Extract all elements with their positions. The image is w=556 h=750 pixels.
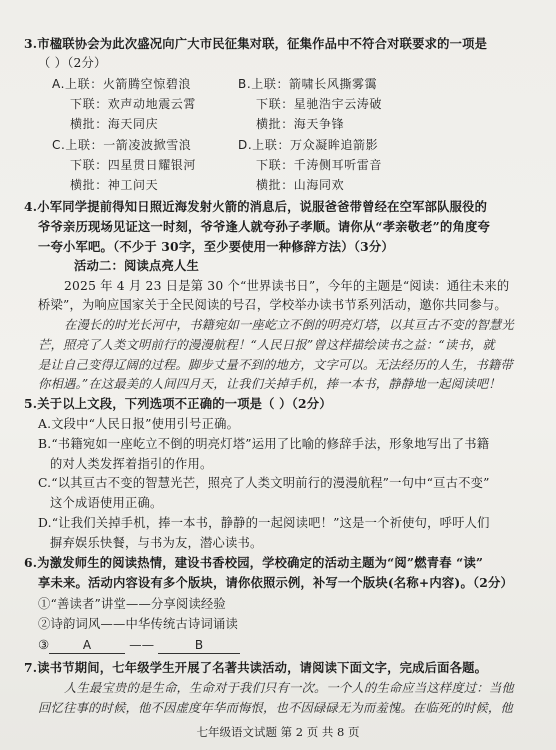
q3-option-a-banner: 横批：海天同庆 — [70, 117, 159, 131]
q3-stem-line-2: （ ）（2分） — [38, 56, 107, 70]
q5-option-b-line-1: B.“书籍宛如一座屹立不倒的明亮灯塔”运用了比喻的修辞手法，形象地写出了书籍 — [38, 437, 490, 451]
q4-stem-line-2: 爷爷亲历现场见证这一时刻，爷爷逢人就夸孙子孝顺。请你从“孝亲敬老”的角度夸 — [38, 219, 490, 234]
q6-example-2: ②诗韵词风——中华传统古诗词诵读 — [38, 617, 238, 631]
q6-dash: —— — [129, 638, 155, 652]
q7-passage-line-2: 回忆往事的时候，他不因虚度年华而悔恨，也不因碌碌无为而羞愧。在临死的时候，他 — [38, 701, 513, 715]
q3-option-b-lower: 下联：星驰浩宇云涛破 — [256, 97, 383, 111]
activity-2-intro-line-1: 2025 年 4 月 23 日是第 30 个“世界读书日”，今年的主题是“阅读：通往未来的 — [64, 279, 510, 293]
q3-option-b-upper: B.上联：箭啸长风撕雾霭 — [238, 77, 378, 91]
q4-stem-line-3: 一夸小军吧。（不少于 30字，至少要使用一种修辞方法）（3分） — [38, 239, 394, 254]
q7-stem: 7.读书节期间，七年级学生开展了名著共读活动，请阅读下面文字，完成后面各题。 — [24, 660, 488, 675]
q6-blank-a[interactable]: A — [49, 637, 125, 654]
passage-line-2: 芒，照亮了人类文明前行的漫漫航程！“人民日报”曾这样描绘读书之益：“读书，就 — [38, 338, 495, 352]
q3-option-d-lower: 下联：千涛侧耳听雷音 — [256, 158, 383, 172]
q5-option-d-line-1: D.“让我们关掉手机，捧一本书，静静的一起阅读吧！”这是一个祈使句，呼吁人们 — [38, 516, 490, 530]
q3-option-d-upper: D.上联：万众凝眸追箭影 — [238, 138, 379, 152]
q6-stem-line-1: 6.为激发师生的阅读热情，建设书香校园，学校确定的活动主题为“阅”燃青春 “读” — [24, 555, 484, 570]
q6-item-3-marker: ③ — [38, 638, 50, 652]
q6-stem-line-2: 享未来。活动内容设有多个版块，请你依照示例，补写一个版块(名称+内容)。（2分） — [38, 575, 514, 590]
q5-option-a: A.文段中“人民日报”使用引号正确。 — [38, 417, 240, 431]
q5-option-c-line-2: 这个成语使用正确。 — [50, 496, 163, 510]
activity-2-title: 活动二：阅读点亮人生 — [74, 258, 199, 273]
q3-stem-line-1: 3.市楹联协会为此次盛况向广大市民征集对联，征集作品中不符合对联要求的一项是 — [24, 36, 488, 51]
q3-option-c-upper: C.上联：一箭凌波掀雪浪 — [52, 138, 192, 152]
q5-stem: 5.关于以上文段，下列选项不正确的一项是（ ）（2分） — [24, 396, 332, 411]
q6-blank-b[interactable]: B — [158, 637, 240, 654]
q3-option-d-banner: 横批：山海同欢 — [256, 178, 345, 192]
activity-2-intro-line-2: 桥梁”，为响应国家关于全民阅读的号召，学校举办读书节系列活动，邀你共同参与。 — [38, 298, 507, 312]
q5-option-d-line-2: 摒弃娱乐快餐，与书为友，潜心读书。 — [50, 536, 263, 550]
q5-option-c-line-1: C.“以其亘古不变的智慧光芒，照亮了人类文明前行的漫漫航程”一句中“亘古不变” — [38, 476, 490, 490]
q5-option-b-line-2: 的对人类发挥着指引的作用。 — [50, 457, 213, 471]
q3-option-c-banner: 横批：神工问天 — [70, 178, 159, 192]
q6-example-1: ①“善读者”讲堂——分享阅读经验 — [38, 597, 226, 611]
passage-line-3: 是让自己变得辽阔的过程。脚步丈量不到的地方，文字可以。无法经历的人生，书籍带 — [38, 358, 513, 372]
passage-line-1: 在漫长的时光长河中，书籍宛如一座屹立不倒的明亮灯塔，以其亘古不变的智慧光 — [64, 318, 514, 332]
q4-stem-line-1: 4.小军同学提前得知日照近海发射火箭的消息后，说服爸爸带曾经在空军部队服役的 — [24, 199, 488, 214]
q3-option-b-banner: 横批：海天争锋 — [256, 117, 345, 131]
q3-option-a-upper: A.上联：火箭腾空惊碧浪 — [52, 77, 192, 91]
q6-answer-line — [38, 637, 240, 654]
q3-option-c-lower: 下联：四星贯日耀银河 — [70, 158, 197, 172]
passage-line-4: 你相遇。”在这最美的人间四月天，让我们关掉手机，捧一本书，静静地一起阅读吧！ — [38, 377, 501, 391]
q3-option-a-lower: 下联：欢声动地震云霄 — [70, 97, 197, 111]
q7-passage-line-1: 人生最宝贵的是生命，生命对于我们只有一次。一个人的生命应当这样度过：当他 — [64, 681, 514, 695]
page-footer: 七年级语文试题 第 2 页 共 8 页 — [196, 725, 360, 739]
